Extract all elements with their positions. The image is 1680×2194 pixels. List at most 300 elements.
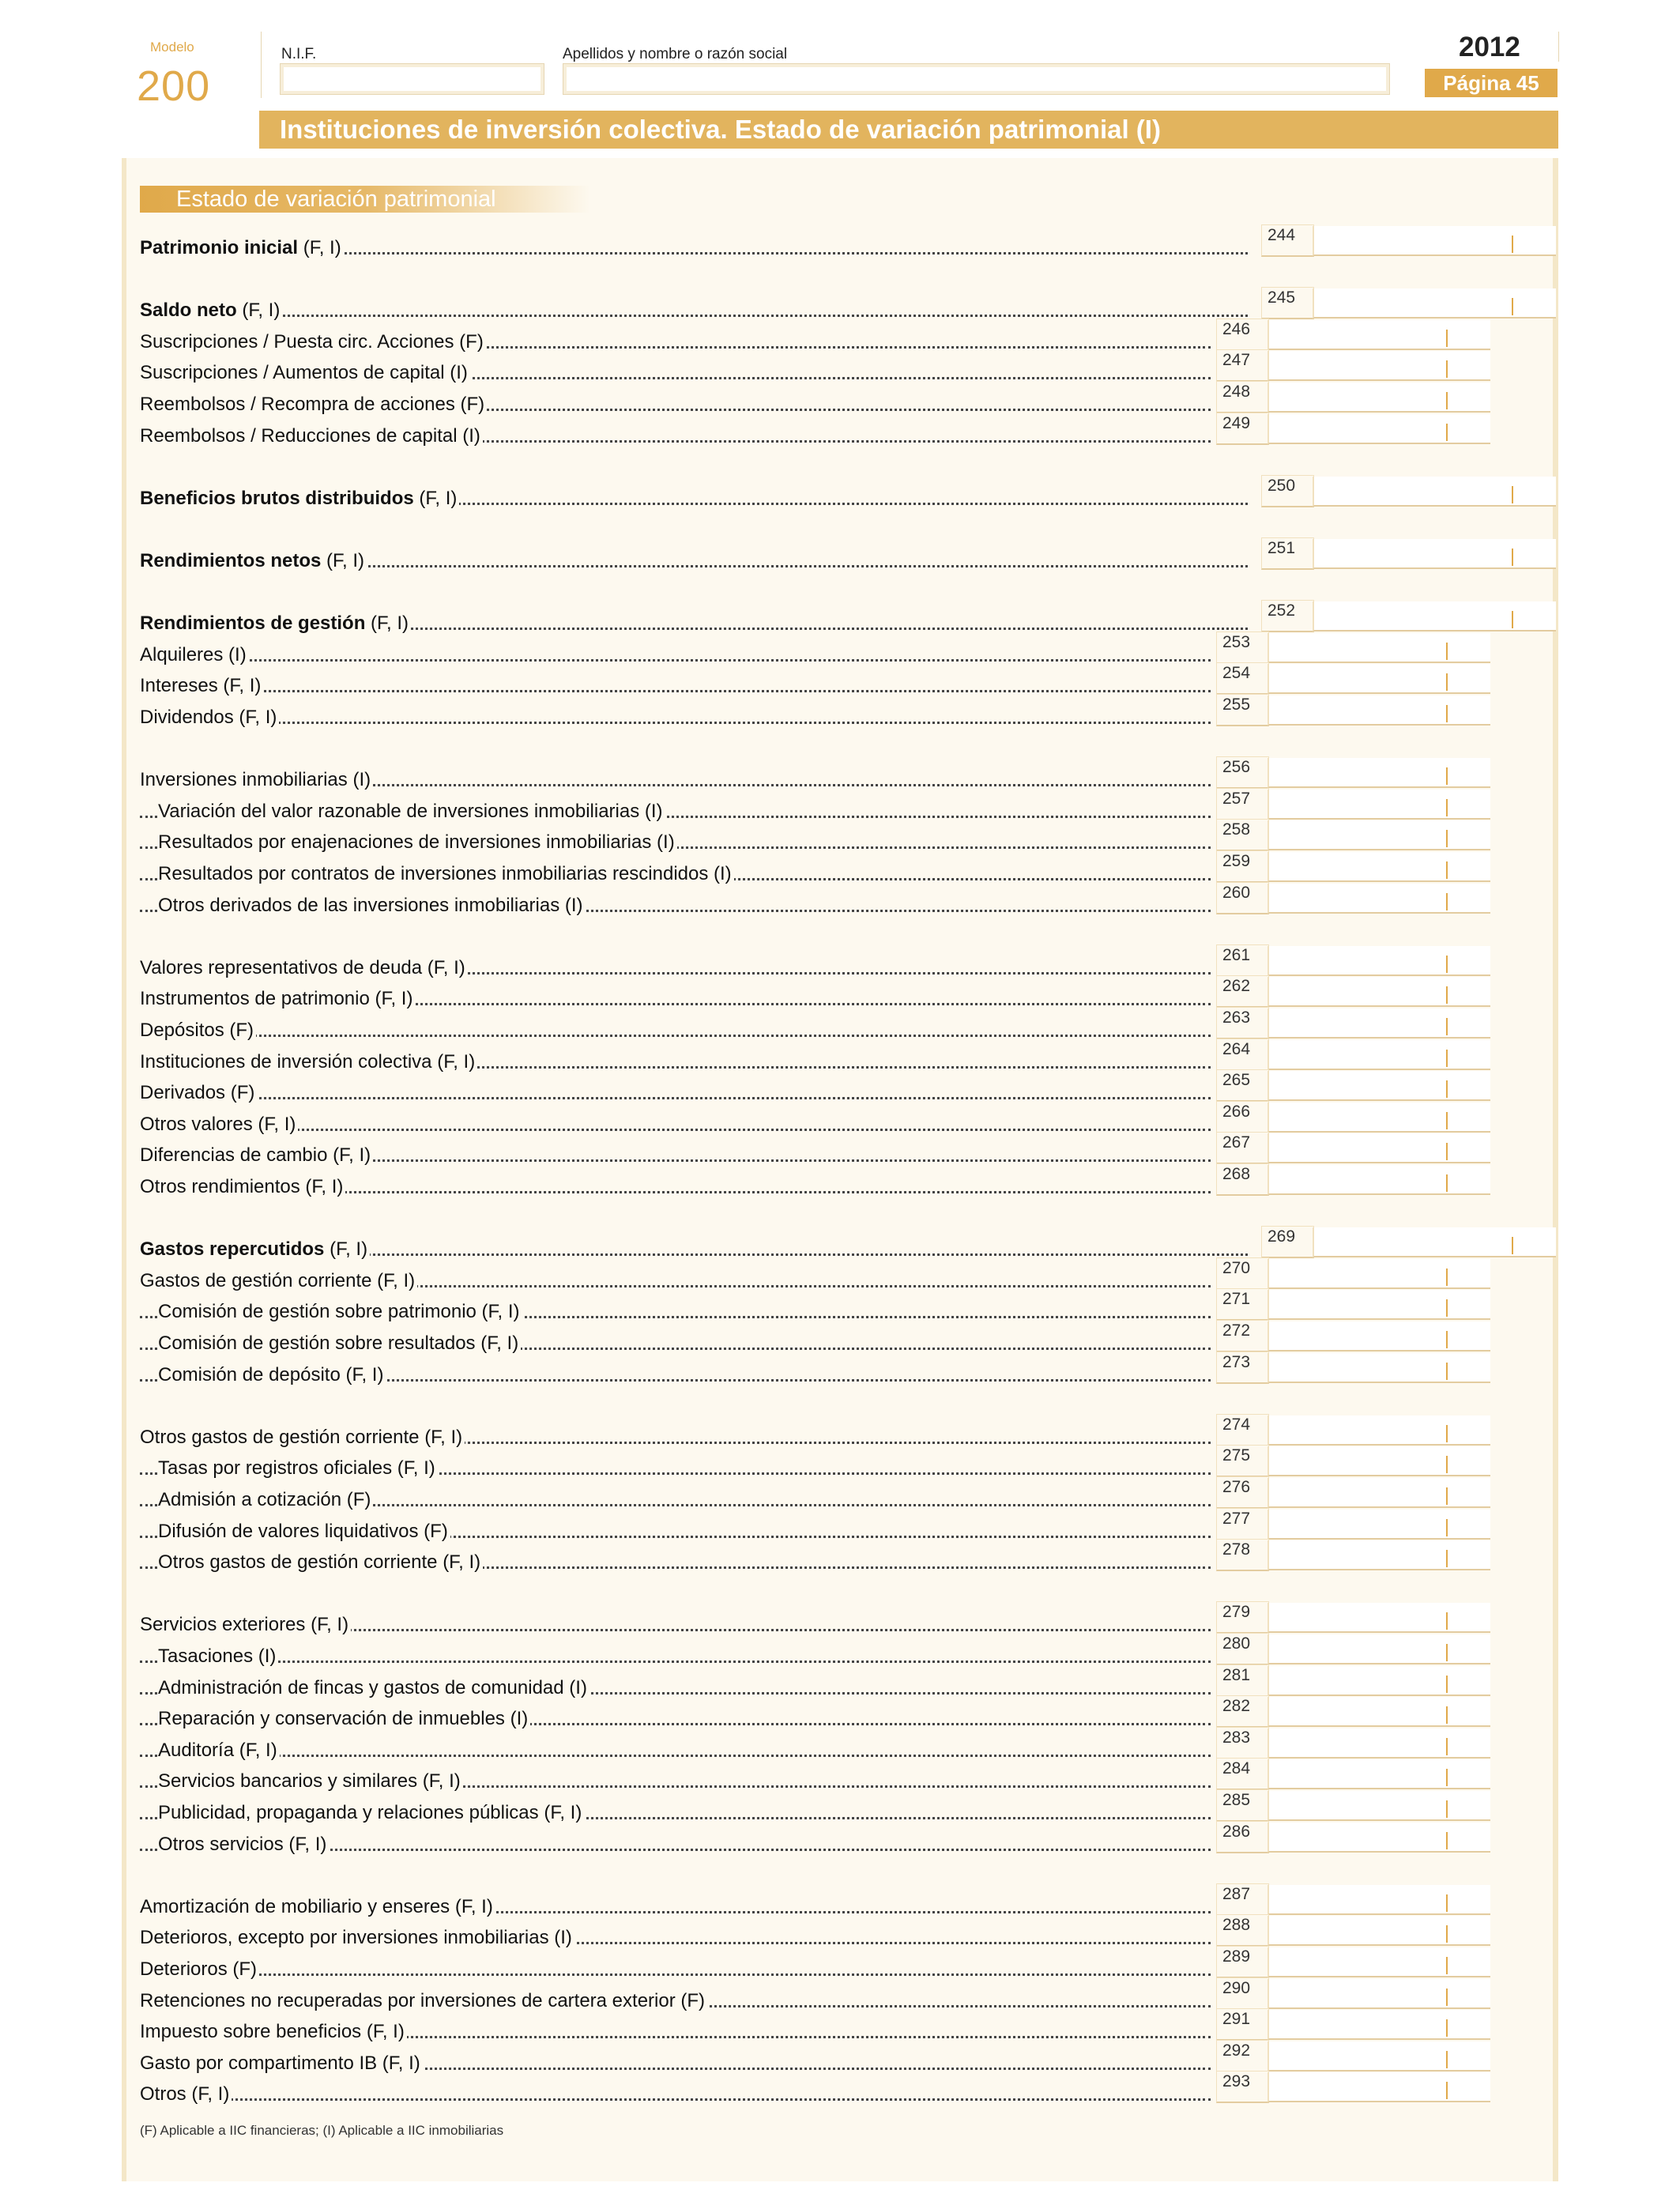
- row-label-text: Comisión de gestión sobre patrimonio (F, I): [158, 1301, 520, 1322]
- row-label-text: Valores representativos de deuda (F, I): [140, 957, 465, 978]
- amount-field-252[interactable]: [1313, 601, 1556, 631]
- field-code: 285: [1222, 1791, 1251, 1809]
- row-label-text: Auditoría (F, I): [158, 1740, 277, 1761]
- row-label: [140, 769, 373, 791]
- form-row-244: [140, 226, 1554, 261]
- row-label-text: Instrumentos de patrimonio (F, I): [140, 988, 413, 1009]
- row-label-text: Otros (F, I): [140, 2083, 230, 2105]
- form-row-286: [140, 1823, 1554, 1857]
- row-label: [140, 1176, 345, 1198]
- form-row-276: [140, 1478, 1554, 1513]
- amount-field-280[interactable]: [1268, 1634, 1490, 1664]
- form-row-284: [140, 1759, 1554, 1794]
- field-code: 248: [1222, 383, 1251, 401]
- decimal-separator: [1446, 1456, 1448, 1473]
- amount-field-263[interactable]: [1268, 1008, 1490, 1039]
- row-label: [140, 2021, 407, 2043]
- row-label-text: Alquileres (I): [140, 644, 247, 665]
- row-label-text: Retenciones no recuperadas por inversiones de cartera exterior (F): [140, 1990, 706, 2011]
- amount-field-269[interactable]: [1313, 1227, 1556, 1257]
- decimal-separator: [1446, 767, 1448, 785]
- decimal-separator: [1446, 2051, 1448, 2068]
- decimal-separator: [1446, 1050, 1448, 1067]
- field-code: 267: [1222, 1133, 1251, 1152]
- form-row-293: [140, 2072, 1554, 2107]
- row-label: [140, 1238, 370, 1261]
- decimal-separator: [1446, 1894, 1448, 1912]
- form-row-291: [140, 2010, 1554, 2045]
- row-label-bold: Patrimonio inicial: [140, 237, 299, 258]
- decimal-separator: [1446, 1331, 1448, 1348]
- field-code: 263: [1222, 1008, 1251, 1027]
- amount-field-264[interactable]: [1268, 1040, 1490, 1070]
- amount-field-246[interactable]: [1268, 320, 1490, 350]
- row-label-text: Admisión a cotización (F): [158, 1489, 371, 1510]
- form-row-281: [140, 1666, 1554, 1701]
- form-row-252: [140, 601, 1554, 636]
- amount-field-266[interactable]: [1268, 1103, 1490, 1133]
- form-row-290: [140, 1979, 1554, 2014]
- amount-field-270[interactable]: [1268, 1259, 1490, 1289]
- row-label-text: Otros rendimientos (F, I): [140, 1176, 344, 1197]
- row-label-text: Instituciones de inversión colectiva (F, I): [140, 1051, 476, 1072]
- decimal-separator: [1446, 1519, 1448, 1536]
- field-code: 252: [1268, 601, 1296, 620]
- field-code: 254: [1222, 664, 1251, 682]
- row-label-text: Servicios bancarios y similares (F, I): [158, 1770, 461, 1792]
- field-code: 269: [1268, 1227, 1296, 1246]
- row-label-text: (F, I): [298, 237, 341, 258]
- amount-field-260[interactable]: [1268, 884, 1490, 914]
- amount-field-249[interactable]: [1268, 414, 1490, 444]
- field-code: 279: [1222, 1603, 1251, 1621]
- amount-field-287[interactable]: [1268, 1885, 1490, 1915]
- form-row-257: [140, 790, 1554, 824]
- decimal-separator: [1446, 1769, 1448, 1786]
- amount-field-273[interactable]: [1268, 1353, 1490, 1383]
- field-code: 260: [1222, 884, 1251, 902]
- form-row-260: [140, 884, 1554, 918]
- form-row-266: [140, 1103, 1554, 1137]
- amount-field-277[interactable]: [1268, 1510, 1490, 1540]
- form-row-265: [140, 1071, 1554, 1106]
- leader-dots: [140, 1035, 1211, 1037]
- decimal-separator: [1446, 1612, 1448, 1630]
- field-code: 290: [1222, 1979, 1251, 1997]
- row-label: [140, 362, 470, 384]
- field-code: 266: [1222, 1103, 1251, 1121]
- amount-field-271[interactable]: [1268, 1290, 1490, 1320]
- form-row-287: [140, 1885, 1554, 1920]
- row-label: [140, 488, 459, 510]
- row-label: [158, 1770, 463, 1793]
- amount-field-256[interactable]: [1268, 758, 1490, 788]
- decimal-separator: [1446, 2082, 1448, 2099]
- field-code: 272: [1222, 1321, 1251, 1340]
- field-code: 282: [1222, 1697, 1251, 1715]
- row-label: [140, 2083, 232, 2105]
- decimal-separator: [1512, 1237, 1513, 1254]
- field-code: 251: [1268, 539, 1296, 557]
- row-label: [140, 300, 282, 322]
- row-label-text: Impuesto sobre beneficios (F, I): [140, 2021, 405, 2042]
- decimal-separator: [1512, 486, 1513, 503]
- amount-field-282[interactable]: [1268, 1697, 1490, 1727]
- decimal-separator: [1512, 611, 1513, 628]
- row-label-text: Suscripciones / Puesta circ. Acciones (F): [140, 331, 484, 352]
- form-row-269: [140, 1227, 1554, 1262]
- decimal-separator: [1446, 705, 1448, 722]
- row-label: [158, 1708, 530, 1730]
- row-label-text: Derivados (F): [140, 1082, 255, 1103]
- row-label: [140, 1051, 477, 1073]
- amount-field-262[interactable]: [1268, 977, 1490, 1007]
- form-row-277: [140, 1510, 1554, 1544]
- form-row-272: [140, 1321, 1554, 1356]
- row-label: [140, 1144, 373, 1167]
- row-label-text: Otros derivados de las inversiones inmobiliarias (I): [158, 895, 583, 916]
- row-label: [158, 1646, 278, 1668]
- amount-field-251[interactable]: [1313, 539, 1556, 569]
- field-code: 262: [1222, 977, 1251, 995]
- decimal-separator: [1446, 1738, 1448, 1755]
- row-label-text: Deterioros, excepto por inversiones inmobiliarias (I): [140, 1927, 572, 1948]
- field-code: 291: [1222, 2010, 1251, 2028]
- row-label: [158, 1834, 329, 1856]
- amount-field-283[interactable]: [1268, 1728, 1490, 1759]
- nif-label: N.I.F.: [281, 46, 317, 62]
- form-row-255: [140, 696, 1554, 730]
- row-label-text: (F, I): [321, 550, 365, 571]
- row-label: [140, 1958, 259, 1981]
- leader-dots: [140, 1129, 1211, 1131]
- field-code: 259: [1222, 852, 1251, 870]
- row-label: [158, 801, 665, 823]
- row-label-text: Resultados por contratos de inversiones inmobiliarias rescindidos (I): [158, 863, 732, 884]
- row-label-text: Diferencias de cambio (F, I): [140, 1144, 371, 1166]
- form-row-278: [140, 1540, 1554, 1575]
- leader-dots: [140, 1661, 1211, 1663]
- form-row-245: [140, 288, 1554, 323]
- amount-field-276[interactable]: [1268, 1478, 1490, 1508]
- amount-field-274[interactable]: [1268, 1416, 1490, 1446]
- amount-field-268[interactable]: [1268, 1165, 1490, 1195]
- amount-field-267[interactable]: [1268, 1133, 1490, 1163]
- page-title: Instituciones de inversión colectiva. Estado de variación patrimonial (I): [259, 111, 1558, 149]
- row-label: [140, 1427, 465, 1449]
- amount-field-259[interactable]: [1268, 852, 1490, 882]
- row-label: [140, 550, 367, 572]
- row-label-bold: Beneficios brutos distribuidos: [140, 488, 414, 509]
- decimal-separator: [1446, 1676, 1448, 1693]
- decimal-separator: [1446, 1269, 1448, 1286]
- decimal-separator: [1512, 236, 1513, 253]
- row-label-text: Resultados por enajenaciones de inversiones inmobiliarias (I): [158, 831, 675, 853]
- row-label: [158, 1364, 386, 1386]
- decimal-separator: [1446, 799, 1448, 816]
- decimal-separator: [1446, 1299, 1448, 1317]
- row-label-text: Gasto por compartimento IB (F, I): [140, 2053, 420, 2074]
- decimal-separator: [1446, 1112, 1448, 1129]
- decimal-separator: [1446, 1550, 1448, 1567]
- amount-field-281[interactable]: [1268, 1666, 1490, 1696]
- form-row-285: [140, 1791, 1554, 1826]
- decimal-separator: [1446, 893, 1448, 910]
- modelo-label: Modelo: [150, 40, 194, 55]
- amount-field-265[interactable]: [1268, 1071, 1490, 1101]
- decimal-separator: [1446, 1143, 1448, 1160]
- form-row-288: [140, 1916, 1554, 1951]
- row-label: [158, 1489, 373, 1511]
- field-code: 273: [1222, 1353, 1251, 1371]
- field-code: 249: [1222, 414, 1251, 432]
- decimal-separator: [1446, 1174, 1448, 1192]
- field-code: 293: [1222, 2072, 1251, 2090]
- row-label-text: Otros servicios (F, I): [158, 1834, 327, 1855]
- field-code: 275: [1222, 1446, 1251, 1465]
- decimal-separator: [1446, 2019, 1448, 2037]
- field-code: 244: [1268, 226, 1296, 244]
- form-row-250: [140, 477, 1554, 511]
- amount-field-245[interactable]: [1313, 288, 1556, 319]
- decimal-separator: [1446, 424, 1448, 441]
- form-row-271: [140, 1290, 1554, 1325]
- row-label-text: Servicios exteriores (F, I): [140, 1614, 349, 1635]
- field-code: 261: [1222, 946, 1251, 964]
- form-row-292: [140, 2041, 1554, 2076]
- leader-dots: [140, 2098, 1211, 2101]
- form-row-282: [140, 1697, 1554, 1732]
- row-label: [158, 863, 734, 885]
- row-label-text: Deterioros (F): [140, 1958, 258, 1980]
- amount-field-258[interactable]: [1268, 820, 1490, 850]
- page-number-badge: Página 45: [1425, 69, 1558, 97]
- leader-dots: [140, 1755, 1211, 1757]
- row-label-bold: Rendimientos de gestión: [140, 613, 366, 634]
- decimal-separator: [1446, 1800, 1448, 1818]
- field-code: 270: [1222, 1259, 1251, 1277]
- form-row-267: [140, 1133, 1554, 1168]
- row-label: [158, 1301, 522, 1323]
- decimal-separator: [1446, 1080, 1448, 1098]
- row-label-text: Inversiones inmobiliarias (I): [140, 769, 371, 790]
- leader-dots: [140, 659, 1211, 662]
- row-label-text: Reparación y conservación de inmuebles (I): [158, 1708, 529, 1729]
- amount-field-289[interactable]: [1268, 1947, 1490, 1977]
- row-label: [158, 1333, 521, 1355]
- field-code: 265: [1222, 1071, 1251, 1089]
- row-label-text: Otros valores (F, I): [140, 1114, 296, 1135]
- row-label-text: (F, I): [413, 488, 458, 509]
- footnote: (F) Aplicable a IIC financieras; (I) Aplicable a IIC inmobiliarias: [140, 2123, 504, 2138]
- row-label-text: Variación del valor razonable de inversiones inmobiliarias (I): [158, 801, 663, 822]
- row-label: [158, 1740, 280, 1762]
- field-code: 245: [1268, 288, 1296, 307]
- amount-field-257[interactable]: [1268, 790, 1490, 820]
- row-label-text: Publicidad, propaganda y relaciones públicas (F, I): [158, 1802, 582, 1823]
- form-row-268: [140, 1165, 1554, 1200]
- decimal-separator: [1446, 1363, 1448, 1380]
- decimal-separator: [1446, 360, 1448, 378]
- row-label-text: Otros gastos de gestión corriente (F, I): [158, 1551, 481, 1573]
- form-row-275: [140, 1446, 1554, 1481]
- form-row-283: [140, 1728, 1554, 1763]
- form-row-251: [140, 539, 1554, 574]
- row-label-text: (F, I): [236, 300, 281, 321]
- decimal-separator: [1446, 1989, 1448, 2006]
- form-row-258: [140, 820, 1554, 855]
- row-label: [140, 675, 263, 697]
- row-label: [158, 831, 677, 854]
- year: 2012: [1459, 32, 1520, 62]
- amount-field-293[interactable]: [1268, 2072, 1490, 2102]
- amount-field-247[interactable]: [1268, 351, 1490, 381]
- row-label: [140, 394, 487, 416]
- row-label-text: Dividendos (F, I): [140, 707, 277, 728]
- row-label-text: Reembolsos / Reducciones de capital (I): [140, 425, 480, 447]
- nif-field[interactable]: [280, 63, 544, 95]
- form-row-253: [140, 633, 1554, 668]
- amount-field-278[interactable]: [1268, 1540, 1490, 1570]
- form-row-273: [140, 1353, 1554, 1388]
- field-code: 246: [1222, 320, 1251, 338]
- row-label-bold: Rendimientos netos: [140, 550, 322, 571]
- row-label: [140, 988, 415, 1010]
- row-label: [140, 1114, 298, 1136]
- decimal-separator: [1446, 1925, 1448, 1943]
- amount-field-275[interactable]: [1268, 1446, 1490, 1476]
- row-label-text: Administración de fincas y gastos de comunidad (I): [158, 1677, 587, 1698]
- row-label: [140, 1270, 417, 1292]
- leader-dots: [140, 722, 1211, 724]
- decimal-separator: [1446, 1832, 1448, 1849]
- amount-field-261[interactable]: [1268, 946, 1490, 976]
- decimal-separator: [1446, 673, 1448, 691]
- amount-field-253[interactable]: [1268, 633, 1490, 663]
- row-label-text: Depósitos (F): [140, 1020, 254, 1041]
- row-label: [140, 707, 279, 729]
- form-row-280: [140, 1634, 1554, 1669]
- field-code: 247: [1222, 351, 1251, 369]
- form-row-274: [140, 1416, 1554, 1450]
- field-code: 276: [1222, 1478, 1251, 1496]
- decimal-separator: [1446, 830, 1448, 847]
- decimal-separator: [1446, 1487, 1448, 1505]
- section-title: Estado de variación patrimonial: [140, 186, 590, 213]
- field-code: 271: [1222, 1290, 1251, 1308]
- field-code: 289: [1222, 1947, 1251, 1966]
- amount-field-290[interactable]: [1268, 1979, 1490, 2009]
- decimal-separator: [1446, 1706, 1448, 1724]
- amount-field-250[interactable]: [1313, 477, 1556, 507]
- row-label-bold: Saldo neto: [140, 300, 237, 321]
- row-label: [140, 1927, 574, 1949]
- row-label: [140, 237, 344, 259]
- form-row-247: [140, 351, 1554, 386]
- form-row-254: [140, 664, 1554, 699]
- row-label: [158, 1457, 438, 1480]
- field-code: 257: [1222, 790, 1251, 808]
- form-row-248: [140, 383, 1554, 417]
- row-label-text: (F, I): [324, 1238, 368, 1260]
- amount-field-285[interactable]: [1268, 1791, 1490, 1821]
- form-row-259: [140, 852, 1554, 887]
- field-code: 250: [1268, 477, 1296, 495]
- decimal-separator: [1446, 330, 1448, 347]
- field-code: 288: [1222, 1916, 1251, 1934]
- amount-field-288[interactable]: [1268, 1916, 1490, 1946]
- field-code: 277: [1222, 1510, 1251, 1528]
- row-label: [140, 425, 483, 447]
- decimal-separator: [1446, 1957, 1448, 1974]
- amount-field-279[interactable]: [1268, 1603, 1490, 1633]
- field-code: 286: [1222, 1823, 1251, 1841]
- amount-field-248[interactable]: [1268, 383, 1490, 413]
- row-label: [140, 613, 411, 635]
- form-row-246: [140, 320, 1554, 355]
- amount-field-284[interactable]: [1268, 1759, 1490, 1789]
- form-row-270: [140, 1259, 1554, 1294]
- decimal-separator: [1446, 956, 1448, 973]
- row-label-text: Otros gastos de gestión corriente (F, I): [140, 1427, 463, 1448]
- field-code: 292: [1222, 2041, 1251, 2060]
- amount-field-291[interactable]: [1268, 2010, 1490, 2040]
- row-label-text: Difusión de valores liquidativos (F): [158, 1521, 448, 1542]
- amount-field-286[interactable]: [1268, 1823, 1490, 1853]
- row-label: [140, 1614, 351, 1636]
- row-label-text: Tasas por registros oficiales (F, I): [158, 1457, 435, 1479]
- row-label: [158, 1551, 483, 1574]
- decimal-separator: [1512, 548, 1513, 566]
- amount-field-272[interactable]: [1268, 1321, 1490, 1351]
- decimal-separator: [1446, 986, 1448, 1004]
- amount-field-255[interactable]: [1268, 696, 1490, 726]
- field-code: 284: [1222, 1759, 1251, 1777]
- row-label-text: Comisión de depósito (F, I): [158, 1364, 384, 1385]
- amount-field-254[interactable]: [1268, 664, 1490, 694]
- row-label: [140, 1896, 495, 1918]
- leader-dots: [140, 315, 1248, 317]
- field-code: 280: [1222, 1634, 1251, 1653]
- leader-dots: [140, 1973, 1211, 1976]
- leader-dots: [140, 1097, 1211, 1099]
- decimal-separator: [1512, 298, 1513, 315]
- field-code: 281: [1222, 1666, 1251, 1684]
- form-row-249: [140, 414, 1554, 449]
- decimal-separator: [1446, 1018, 1448, 1035]
- form-row-264: [140, 1040, 1554, 1075]
- decimal-separator: [1446, 1425, 1448, 1442]
- field-code: 268: [1222, 1165, 1251, 1183]
- row-label-text: (F, I): [365, 613, 409, 634]
- row-label: [158, 895, 586, 917]
- name-field[interactable]: [563, 63, 1390, 95]
- row-label: [140, 957, 468, 979]
- form-row-256: [140, 758, 1554, 793]
- amount-field-292[interactable]: [1268, 2041, 1490, 2071]
- modelo-number: 200: [137, 62, 211, 110]
- row-label: [158, 1677, 590, 1699]
- row-label-text: Suscripciones / Aumentos de capital (I): [140, 362, 468, 383]
- row-label: [140, 331, 486, 353]
- decimal-separator: [1446, 1644, 1448, 1661]
- field-code: 278: [1222, 1540, 1251, 1559]
- field-code: 283: [1222, 1728, 1251, 1747]
- decimal-separator: [1446, 643, 1448, 660]
- amount-field-244[interactable]: [1313, 226, 1556, 256]
- field-code: 258: [1222, 820, 1251, 839]
- row-label-text: Comisión de gestión sobre resultados (F, I): [158, 1333, 519, 1354]
